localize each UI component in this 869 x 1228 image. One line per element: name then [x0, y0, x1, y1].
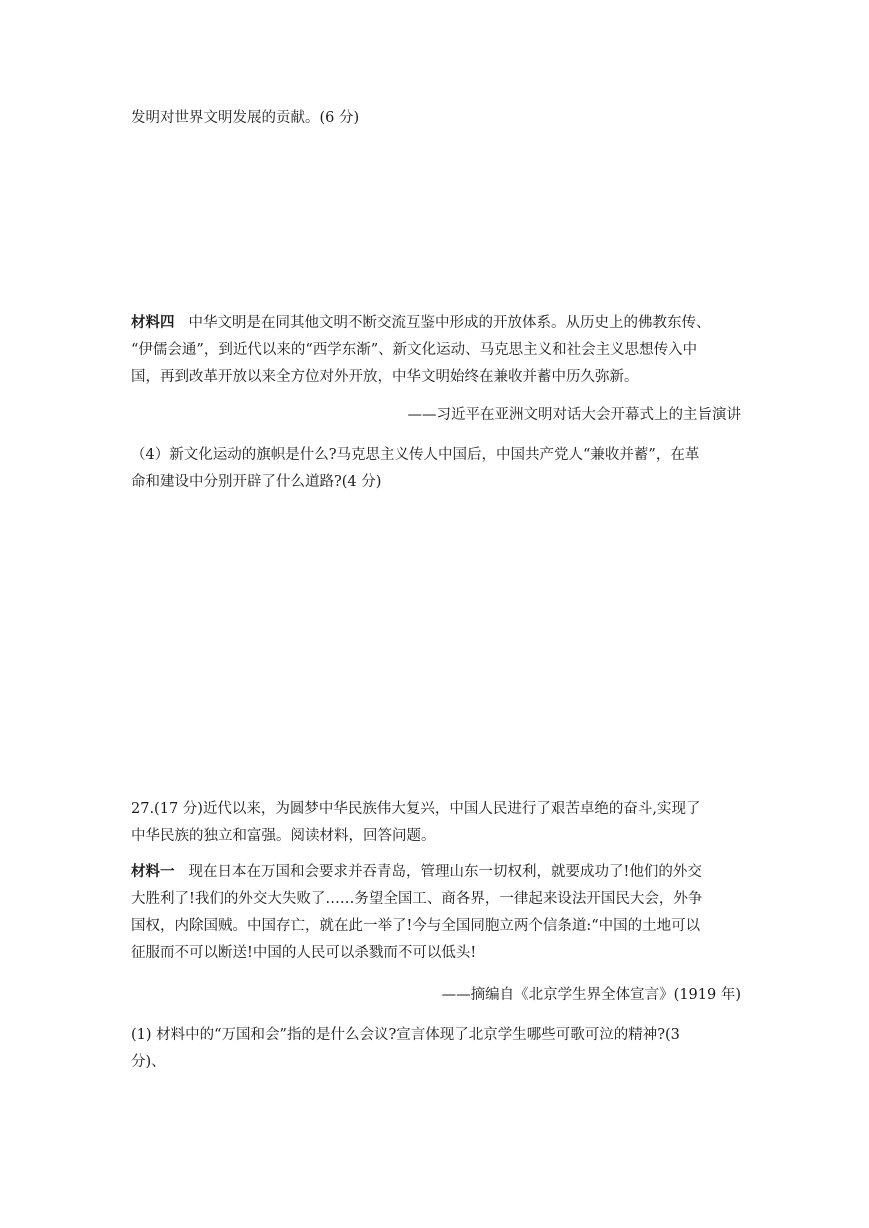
- question-1-line-1: (1) 材料中的“万国和会”指的是什么会议?宣言体现了北京学生哪些可歌可泣的精神?(3: [131, 1027, 680, 1043]
- material-4-line-2: “伊儒会通”，到近代以来的“西学东渐”、新文化运动、马克思主义和社会主义思想传入中: [131, 342, 698, 358]
- material-4-line-3: 国，再到改革开放以来全方位对外开放，中华文明始终在兼收并蓄中历久弥新。: [131, 369, 639, 385]
- material-1-line-2: 大胜利了!我们的外交大失败了……务望全国工、商各界，一律起来设法开国民大会，外争: [131, 891, 703, 907]
- material-4-label: 材料四: [131, 314, 175, 331]
- material-1-text-1: 现在日本在万国和会要求并吞青岛，管理山东一切权利，就要成功了!他们的外交: [188, 864, 702, 880]
- material-4-line-1: [131, 313, 741, 333]
- question-4-line-1: （4）新文化运动的旗帜是什么?马克思主义传人中国后，中国共产党人“兼收并蓄”，在革: [131, 447, 700, 463]
- material-4-source: ——习近平在亚洲文明对话大会开幕式上的主旨演讲: [407, 407, 741, 423]
- material-4-text-1: 中华文明是在同其他文明不断交流互鉴中形成的开放体系。从历史上的佛教东传、: [188, 315, 711, 331]
- question-1-line-2: 分)、: [131, 1054, 166, 1070]
- material-1-line-1: [131, 862, 741, 882]
- material-1-source: ——摘编自《北京学生界全体宣言》(1919 年): [441, 987, 741, 1003]
- material-1-line-3: 国权，内除国贼。中国存亡，就在此一举了!今与全国同胞立两个信条道:“中国的土地可以: [131, 918, 701, 934]
- question-27-line-2: 中华民族的独立和富强。阅读材料，回答问题。: [131, 828, 436, 844]
- question-4-line-2: 命和建设中分别开辟了什么道路?(4 分): [131, 474, 382, 490]
- material-1-line-4: 征服而不可以断送!中国的人民可以杀戮而不可以低头!: [131, 945, 477, 961]
- material-1-label: 材料一: [131, 863, 175, 880]
- question-27-line-1: 27.(17 分)近代以来，为圆梦中华民族伟大复兴，中国人民进行了艰苦卓绝的奋斗,实现了: [131, 801, 701, 817]
- question-3-tail: 发明对世界文明发展的贡献。(6 分): [131, 110, 360, 126]
